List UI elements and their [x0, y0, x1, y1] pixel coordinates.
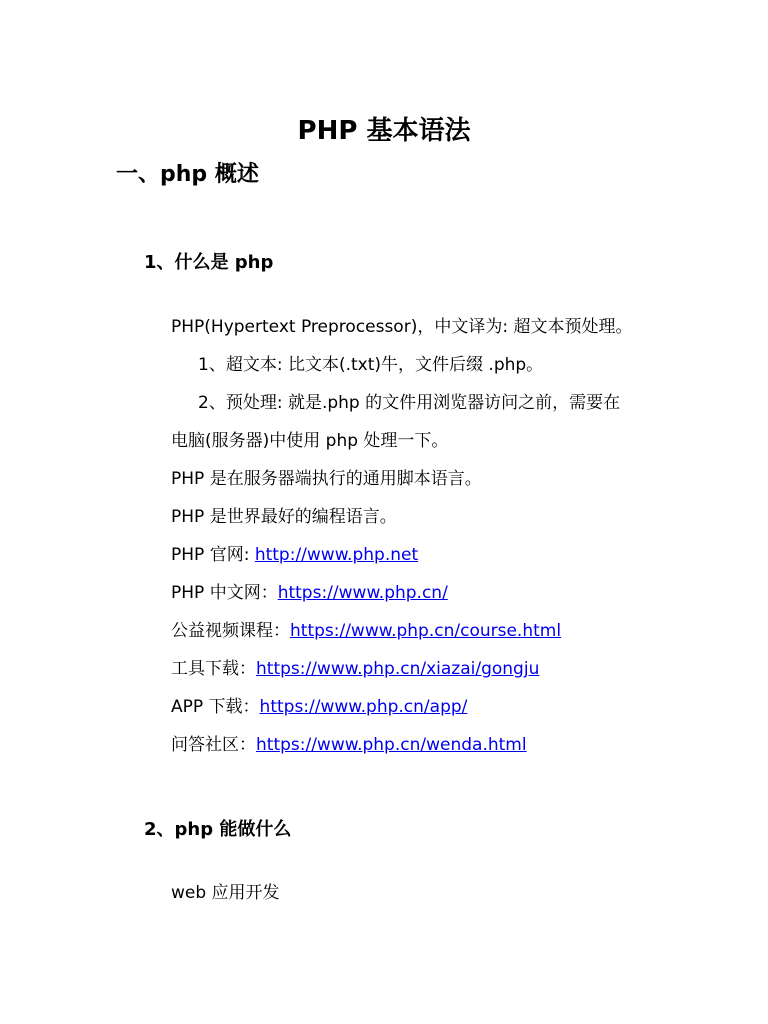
link-row-course [171, 616, 561, 641]
document-title: PHP 基本语法 [297, 116, 471, 146]
link-row-tools [171, 654, 539, 679]
paragraph-best-language: PHP 是世界最好的编程语言。 [171, 507, 397, 527]
link-label: PHP 官网: [171, 545, 255, 565]
link-label: PHP 中文网： [171, 583, 278, 603]
link-label: APP 下载： [171, 697, 260, 717]
link-label: 问答社区： [171, 735, 256, 755]
app-download-link[interactable]: https://www.php.cn/app/ [259, 697, 468, 717]
paragraph-hypertext: 1、超文本: 比文本(.txt)牛，文件后缀 .php。 [198, 355, 544, 375]
qa-community-link[interactable]: https://www.php.cn/wenda.html [256, 735, 527, 755]
paragraph-definition: PHP(Hypertext Preprocessor)，中文译为: 超文本预处理。 [171, 317, 633, 337]
link-row-chinese-site [171, 578, 448, 603]
course-link[interactable]: https://www.php.cn/course.html [290, 621, 562, 641]
link-label: 工具下载： [171, 659, 256, 679]
tools-download-link[interactable]: https://www.php.cn/xiazai/gongju [256, 659, 540, 679]
link-row-official [171, 540, 418, 565]
paragraph-preprocess: 2、预处理: 就是.php 的文件用浏览器访问之前，需要在 [198, 393, 621, 413]
official-site-link[interactable]: http://www.php.net [254, 545, 419, 565]
section-heading-overview: 一、php 概述 [116, 162, 259, 187]
link-label: 公益视频课程： [171, 621, 290, 641]
link-row-qa [171, 730, 527, 755]
paragraph-web-dev: web 应用开发 [171, 883, 280, 903]
subheading-what-can-php-do: 2、php 能做什么 [144, 819, 292, 840]
link-row-app [171, 692, 467, 717]
paragraph-preprocess-cont: 电脑(服务器)中使用 php 处理一下。 [171, 431, 449, 451]
chinese-site-link[interactable]: https://www.php.cn/ [277, 583, 448, 603]
paragraph-server-side: PHP 是在服务器端执行的通用脚本语言。 [171, 469, 482, 489]
subheading-what-is-php: 1、什么是 php [144, 252, 274, 273]
